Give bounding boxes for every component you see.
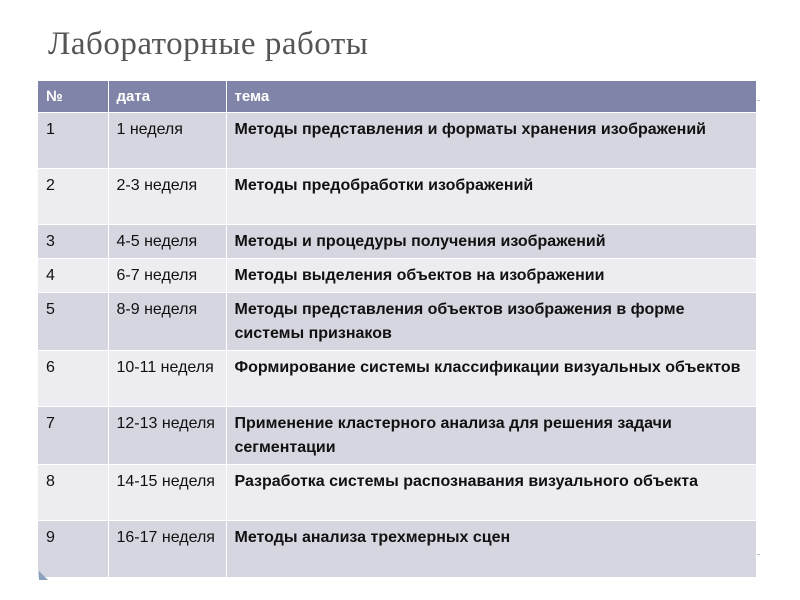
table-row <box>38 465 756 521</box>
row-number: 5 <box>38 293 108 351</box>
lab-schedule-table <box>38 81 756 577</box>
row-date: 2-3 неделя <box>108 169 226 225</box>
row-number: 3 <box>38 225 108 259</box>
page-title: Лабораторные работы <box>48 26 369 62</box>
row-date: 1 неделя <box>108 113 226 169</box>
row-topic: Методы выделения объектов на изображении <box>226 259 756 293</box>
row-topic: Методы предобработки изображений <box>226 169 756 225</box>
table-row <box>38 521 756 577</box>
decorative-tick <box>757 100 760 101</box>
row-number: 8 <box>38 465 108 521</box>
row-date: 16-17 неделя <box>108 521 226 577</box>
row-number: 4 <box>38 259 108 293</box>
row-topic: Формирование системы классификации визуальных объектов <box>226 351 756 407</box>
row-date: 8-9 неделя <box>108 293 226 351</box>
row-date: 12-13 неделя <box>108 407 226 465</box>
header-date: дата <box>108 81 226 113</box>
row-topic: Применение кластерного анализа для решения задачи сегментации <box>226 407 756 465</box>
header-number: № <box>38 81 108 113</box>
row-topic: Методы представления и форматы хранения изображений <box>226 113 756 169</box>
table-row <box>38 351 756 407</box>
decorative-tick <box>757 554 760 555</box>
row-date: 10-11 неделя <box>108 351 226 407</box>
row-number: 7 <box>38 407 108 465</box>
row-number: 2 <box>38 169 108 225</box>
row-number: 6 <box>38 351 108 407</box>
row-number: 1 <box>38 113 108 169</box>
table-row <box>38 225 756 259</box>
table-header-row <box>38 81 756 113</box>
row-date: 4-5 неделя <box>108 225 226 259</box>
header-topic: тема <box>226 81 756 113</box>
row-topic: Методы представления объектов изображения в форме системы признаков <box>226 293 756 351</box>
row-number: 9 <box>38 521 108 577</box>
row-date: 6-7 неделя <box>108 259 226 293</box>
row-topic: Методы и процедуры получения изображений <box>226 225 756 259</box>
row-topic: Методы анализа трехмерных сцен <box>226 521 756 577</box>
row-topic: Разработка системы распознавания визуального объекта <box>226 465 756 521</box>
table-row <box>38 113 756 169</box>
table-row <box>38 407 756 465</box>
row-date: 14-15 неделя <box>108 465 226 521</box>
table-row <box>38 293 756 351</box>
table-row <box>38 169 756 225</box>
table-row <box>38 259 756 293</box>
corner-triangle-icon <box>39 571 48 580</box>
